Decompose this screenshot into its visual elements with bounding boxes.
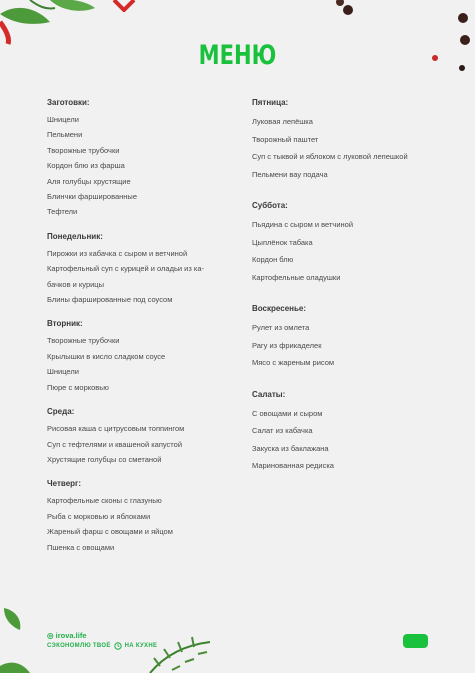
menu-left-column (47, 97, 237, 555)
menu-item: Рулет из омлета (252, 323, 310, 332)
section-heading: Вторник: (47, 319, 83, 329)
menu-item: Крылышки в кисло сладком соусе (47, 351, 166, 361)
section-heading: Заготовки: (47, 98, 90, 107)
footer-handle-text: irova.life (55, 631, 87, 640)
menu-section (47, 318, 237, 395)
section-heading: Понедельник: (47, 231, 103, 241)
menu-item: Пюре с морковью (47, 382, 109, 392)
menu-item: Пирожки из кабачка с сыром и ветчиной (47, 248, 188, 258)
menu-item: Шницели (47, 367, 79, 377)
menu-section (47, 406, 237, 467)
menu-item: Луковая лепёшка (252, 117, 313, 126)
menu-item: Салат из кабачка (252, 426, 313, 435)
menu-item: Пельмени вау подача (252, 169, 328, 179)
menu-item: Хрустящие голубцы со сметаной (47, 454, 162, 464)
menu-item: Кордон блю (252, 255, 294, 264)
footer-handle (47, 631, 87, 640)
footer-slogan-part2: НА КУХНЕ (124, 643, 158, 649)
menu-item: Мясо с жареным рисом (252, 358, 335, 367)
section-heading: Четверг: (47, 479, 82, 489)
section-heading: Суббота: (252, 201, 288, 210)
menu-item: Творожные трубочки (47, 145, 120, 155)
menu-item: Картофельные сконы с глазунью (47, 496, 162, 506)
menu-section (47, 478, 237, 555)
menu-item: Блинчки фаршированные (47, 192, 137, 202)
menu-item: С овощами и сыром (252, 408, 323, 418)
menu-item: Закуска из баклажана (252, 443, 329, 453)
section-heading: Салаты: (252, 389, 286, 399)
menu-section (252, 303, 452, 372)
pepper-slice-top (112, 0, 138, 12)
menu-item: Блины фаршированные под соусом (47, 295, 173, 305)
menu-section (252, 97, 452, 183)
menu-item: Маринованная редиска (252, 461, 334, 470)
menu-item: Аля голубцы хрустящие (47, 176, 131, 186)
footer-slogan (47, 642, 157, 650)
menu-item: Рагу из фрикаделек (252, 340, 322, 350)
menu-item: Тефтели (47, 207, 78, 217)
menu-item: Картофельные оладушки (252, 272, 341, 282)
menu-item: Суп с тыквой и яблоком с луковой лепешкой (252, 152, 408, 161)
herb-leaves-bottom-left (0, 600, 240, 673)
menu-item: Рисовая каша с цитрусовым топпингом (47, 424, 185, 434)
menu-item: Творожные трубочки (47, 336, 120, 346)
menu-item: Пельмени (47, 130, 83, 140)
menu-item: Творожный паштет (252, 134, 319, 144)
menu-item: Пшенка с овощами (47, 542, 115, 552)
instagram-icon: ◎ (47, 631, 54, 640)
footer-slogan-part1: СЭКОНОМЛЮ ТВОЁ (47, 643, 111, 649)
menu-right-column (252, 97, 452, 475)
section-heading: Воскресенье: (252, 304, 307, 313)
page-title: МЕНЮ (198, 40, 277, 71)
menu-section (252, 389, 452, 475)
menu-section (47, 97, 237, 220)
menu-section (252, 200, 452, 286)
menu-item: Жареный фарш с овощами и яйцом (47, 527, 173, 537)
herb-leaves-top-left (0, 0, 110, 45)
clock-icon (114, 642, 122, 650)
green-badge (403, 634, 428, 648)
menu-item: Картофельный суп с курицей и оладьи из ка- (47, 264, 204, 274)
menu-item: Пьядина с сыром и ветчиной (252, 220, 354, 229)
section-heading: Среда: (47, 407, 75, 417)
menu-item: Кордон блю из фарша (47, 161, 125, 171)
menu-section (47, 231, 237, 308)
section-heading: Пятница: (252, 98, 289, 107)
menu-item: Рыба с морковью и яблоками (47, 511, 151, 521)
menu-item: Шницели (47, 115, 79, 124)
menu-item: Цыплёнок табака (252, 237, 313, 247)
menu-item: бачков и курицы (47, 279, 104, 289)
menu-item: Суп с тефтелями и квашеной капустой (47, 439, 183, 449)
